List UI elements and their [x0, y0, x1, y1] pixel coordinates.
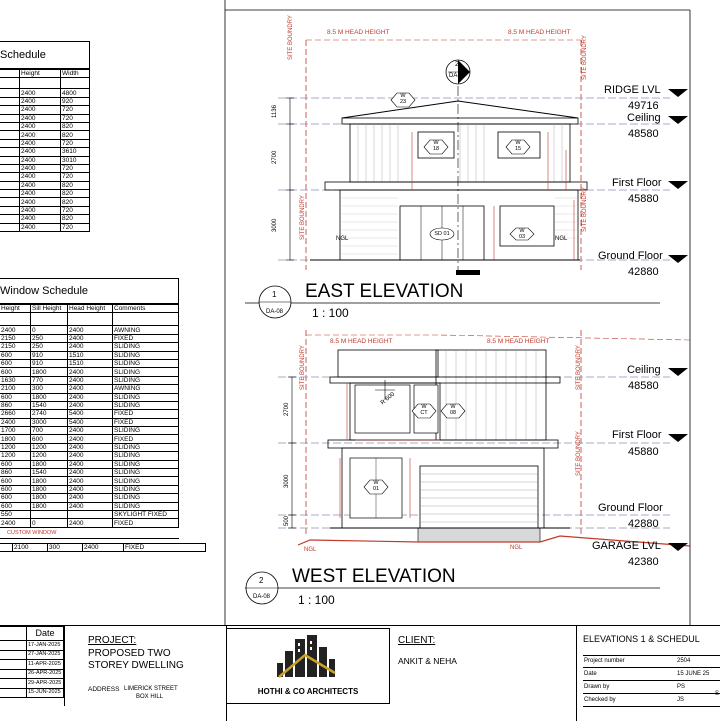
east-level-first: First Floor — [612, 177, 662, 189]
sheet-field-label: Project number — [584, 658, 625, 664]
table-row: 29-APR-2025 — [0, 679, 64, 689]
table-row: 600 1800 2400 SLIDING — [0, 368, 179, 376]
east-level-ceiling: Ceiling — [627, 112, 661, 124]
east-level-ground-value: 42880 — [628, 266, 659, 278]
project-name-line2: STOREY DWELLING — [88, 660, 184, 671]
west-boundary-left: SITE BOUNDRY — [300, 345, 306, 390]
west-ngl-left: NGL — [304, 547, 317, 553]
table-row: 2400 720 — [0, 114, 90, 122]
east-tag-sd01: SD 01 — [434, 231, 450, 237]
table-row: 600 1800 2400 SLIDING — [0, 485, 179, 493]
west-level-first-value: 45880 — [628, 446, 659, 458]
east-ngl-left: NGL — [336, 236, 349, 242]
table-row: 2400 3000 5400 FIXED — [0, 418, 179, 426]
table-row: 1200 1200 2400 SLIDING — [0, 443, 179, 451]
client-name: ANKIT & NEHA — [398, 656, 457, 666]
table-row: 15-JUN-2025 — [0, 688, 64, 698]
table-row: 600 910 1510 SLIDING — [0, 351, 179, 359]
east-view-num: 1 — [272, 290, 277, 299]
east-dim-1: 1136 — [272, 105, 278, 118]
east-level-first-value: 45880 — [628, 193, 659, 205]
table-row: 2400 920 — [0, 97, 90, 105]
east-scale: 1 : 100 — [312, 306, 349, 320]
west-level-ceiling: Ceiling — [627, 364, 661, 376]
address-line2: BOX HILL — [136, 694, 164, 700]
sheet-info — [577, 626, 720, 721]
table-row: 860 1540 2400 SLIDING — [0, 401, 179, 409]
east-dim-2: 2700 — [272, 150, 278, 164]
west-elevation-title: WEST ELEVATION — [292, 566, 456, 587]
table-row: 2400 720 — [0, 106, 90, 114]
custom-window-label: CUSTOM WINDOW — [7, 529, 57, 536]
east-boundary-left-2: SITE BOUNDRY — [300, 195, 306, 240]
table-row: 2400 3610 — [0, 148, 90, 156]
table-row: 2150 250 2400 SLIDING — [0, 343, 179, 351]
table-row: 2400 4800 — [0, 89, 90, 97]
table-row: 27-JAN-2025 — [0, 650, 64, 660]
sheet-field-row — [583, 694, 720, 707]
east-boundary-right-2: SITE BOUNDRY — [582, 187, 588, 232]
east-dim-3: 3000 — [272, 218, 278, 232]
east-tag-w15: W 15 — [514, 140, 522, 152]
window-schedule-title: Window Schedule — [0, 285, 89, 297]
address-line1: LIMERICK STREET — [124, 686, 178, 692]
firm-name: HOTHI & CO ARCHITECTS — [257, 687, 359, 696]
table-row: 600 910 1510 SLIDING — [0, 359, 179, 367]
west-boundary-right: SITE BOUNDRY — [576, 345, 582, 390]
west-level-first: First Floor — [612, 429, 662, 441]
table-row: 2400 820 — [0, 215, 90, 223]
table-row: 600 1800 2400 SLIDING — [0, 477, 179, 485]
project-label: PROJECT: — [88, 635, 137, 646]
firm-logo-area — [226, 628, 390, 704]
sheet-field-value: PS — [677, 684, 686, 690]
sheet-field-label: Drawn by — [584, 684, 610, 690]
east-level-ceiling-value: 48580 — [628, 128, 659, 140]
title-block — [0, 625, 720, 721]
table-row: 2150 250 2400 FIXED — [0, 334, 179, 342]
west-level-garage: GARAGE LVL — [592, 540, 661, 552]
table-row: Height Width — [0, 70, 90, 78]
table-row: 26-APR-2025 — [0, 669, 64, 679]
sheet-field-label: Date — [584, 671, 597, 677]
sheet-fields — [583, 655, 720, 707]
west-view-ref: DA-08 — [253, 594, 271, 600]
sheet-field-row — [583, 668, 720, 681]
client-info — [390, 626, 577, 721]
sheet-field-value: 2504 — [677, 658, 691, 664]
west-dim-1: 2700 — [284, 402, 290, 416]
sheet-field-row — [583, 655, 720, 668]
table-row: 2660 2740 5400 FIXED — [0, 410, 179, 418]
east-tag-w23: W 23 — [399, 93, 407, 105]
revision-table — [0, 626, 64, 698]
west-tag-w01: W 01 — [372, 480, 380, 492]
project-name-line1: PROPOSED TWO — [88, 648, 171, 659]
east-elevation-title: EAST ELEVATION — [305, 281, 464, 302]
table-row: 860 1540 2400 SLIDING — [0, 469, 179, 477]
west-tag-wct: W CT — [420, 404, 428, 416]
west-tag-w08: W 08 — [449, 404, 457, 416]
table-row: 2400 820 — [0, 190, 90, 198]
table-row: 2400 720 — [0, 139, 90, 147]
east-ngl-right: NGL — [555, 236, 568, 242]
sheet-field-label: Checked by — [584, 697, 616, 703]
west-radius: R 600 — [379, 391, 397, 407]
table-row: 2400 3010 — [0, 156, 90, 164]
east-section-ref: DA-10 — [449, 73, 467, 79]
west-elevation — [245, 330, 690, 604]
east-view-ref: DA-08 — [266, 309, 284, 315]
table-row: 11-APR-2025 — [0, 660, 64, 670]
table-row: 2400 0 2400 FIXED — [0, 519, 179, 527]
west-dim-2: 3000 — [284, 474, 290, 488]
door-schedule-title: Schedule — [0, 49, 46, 61]
table-row: 17-JAN-2025 — [0, 641, 64, 651]
east-head-height-right: 8.5 M HEAD HEIGHT — [508, 29, 571, 36]
sheet-title: ELEVATIONS 1 & SCHEDUL — [583, 634, 700, 644]
west-level-ceiling-value: 48580 — [628, 380, 659, 392]
west-level-ground: Ground Floor — [598, 502, 663, 514]
table-row: 2400 720 — [0, 173, 90, 181]
table-row: 2100 300 2400 AWNING — [0, 385, 179, 393]
east-tag-w03: W 03 — [518, 228, 526, 240]
west-head-height-left: 8.5 M HEAD HEIGHT — [330, 338, 393, 345]
west-view-num: 2 — [259, 576, 264, 585]
west-level-ground-value: 42880 — [628, 518, 659, 530]
table-row: 2400 820 — [0, 122, 90, 130]
west-head-height-right: 8.5 M HEAD HEIGHT — [487, 338, 550, 345]
table-row: 2400 0 2400 AWNING — [0, 326, 179, 334]
sheet-field-row — [583, 681, 720, 694]
table-row: 1630 770 2400 SLIDING — [0, 376, 179, 384]
west-ngl-right: NGL — [510, 545, 523, 551]
address-label: ADDRESS — [88, 686, 120, 693]
table-row: 600 1800 2400 SLIDING — [0, 502, 179, 510]
table-row: 600 1800 2400 SLIDING — [0, 460, 179, 468]
table-row: 2400 720 — [0, 206, 90, 214]
east-level-ground: Ground Floor — [598, 250, 663, 262]
table-row: Height Sill Height Head Height Comments — [0, 305, 179, 313]
client-label: CLIENT: — [398, 635, 436, 646]
revision-dates — [0, 626, 65, 706]
table-row: Date — [0, 627, 64, 641]
table-row: 2400 820 — [0, 198, 90, 206]
project-info — [64, 626, 227, 721]
table-row: 1200 1200 2400 SLIDING — [0, 452, 179, 460]
table-row: 1700 700 2400 SLIDING — [0, 427, 179, 435]
west-level-garage-value: 42380 — [628, 556, 659, 568]
west-boundary-right-2: SITE BOUNDRY — [576, 431, 582, 476]
west-dim-3: 500 — [284, 515, 290, 526]
table-row: 600 1800 2400 SLIDING — [0, 393, 179, 401]
table-row: 2400 720 — [0, 223, 90, 231]
sheet-extra: S — [715, 691, 720, 697]
firm-logo — [275, 633, 339, 679]
table-row: 600 1800 2400 SLIDING — [0, 494, 179, 502]
sheet-field-value: JS — [677, 697, 685, 703]
east-boundary-left: SITE BOUNDRY — [288, 15, 294, 60]
east-level-ridge: RIDGE LVL — [604, 84, 661, 96]
table-row: 550 SKYLIGHT FIXED — [0, 510, 179, 518]
east-section-num: 2 — [455, 61, 459, 68]
east-tag-w18: W 18 — [432, 140, 440, 152]
sheet-field-value: 15 JUNE 25 — [677, 671, 710, 677]
table-row: 2400 820 — [0, 181, 90, 189]
east-level-ridge-value: 49716 — [628, 100, 659, 112]
west-scale: 1 : 100 — [298, 593, 335, 607]
table-row: 2400 720 — [0, 164, 90, 172]
table-row: 2400 820 — [0, 131, 90, 139]
table-row: 2100 300 2400 FIXED — [0, 543, 206, 551]
east-head-height-left: 8.5 M HEAD HEIGHT — [327, 29, 390, 36]
east-boundary-right: SITE BOUNDRY — [582, 35, 588, 80]
table-row: 1800 600 2400 FIXED — [0, 435, 179, 443]
